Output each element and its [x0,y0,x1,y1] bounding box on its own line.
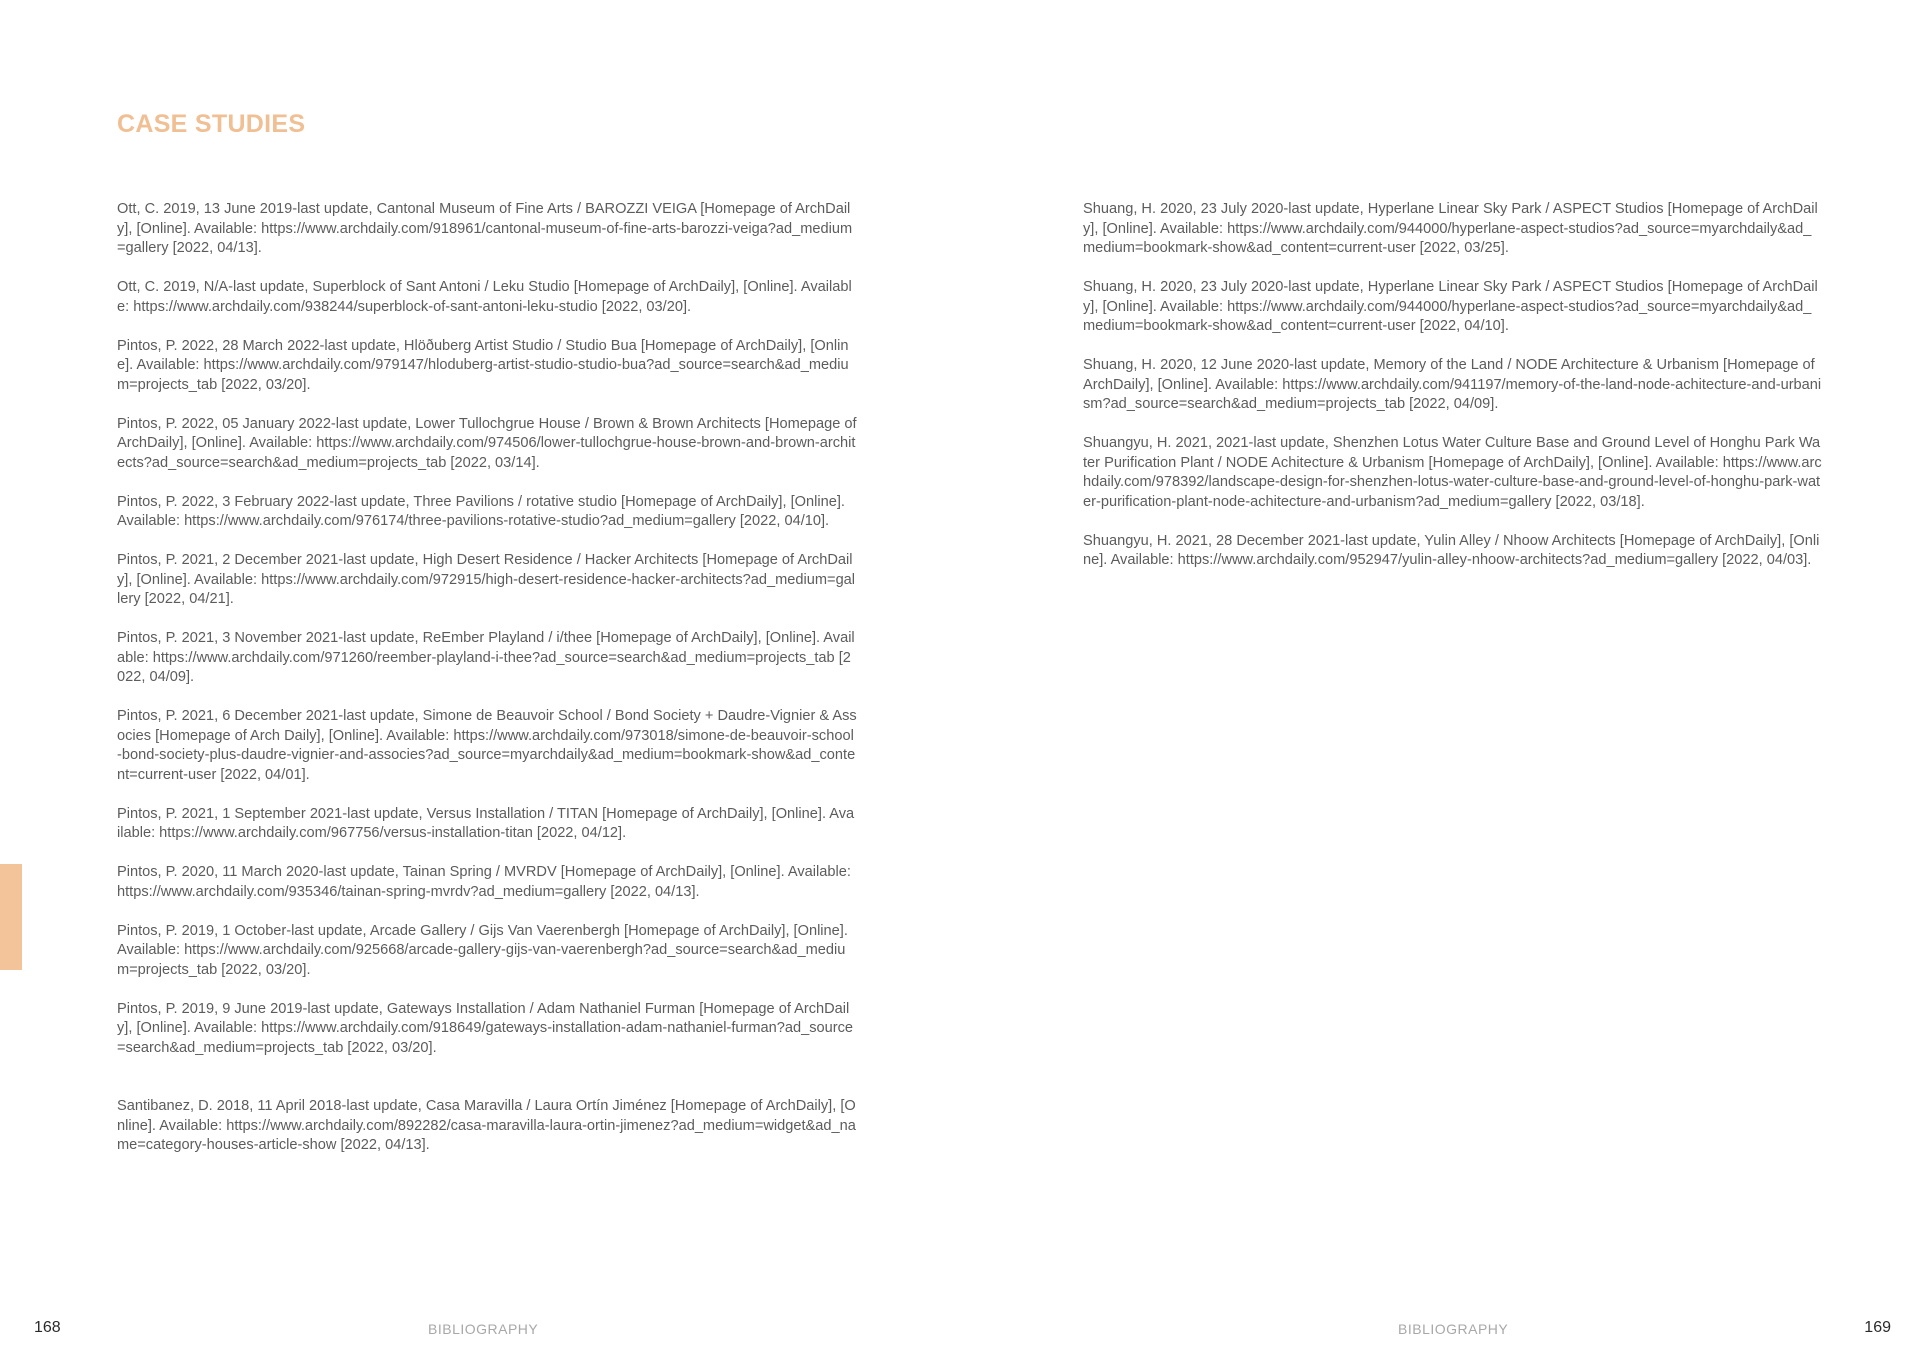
right-reference-list [1083,200,1823,590]
reference-entry: Pintos, P. 2022, 3 February 2022-last update, Three Pavilions / rotative studio [Homepage of ArchDaily], [Online]. Available: https://www.archdaily.com/976174/three-pavilions-rotative-studio?ad_medium=gallery [2022, 04/10]. [117,493,845,529]
page-number-left: 168 [34,1319,61,1336]
reference-entry: Pintos, P. 2022, 05 January 2022-last update, Lower Tullochgrue House / Brown & Brown Architects [Homepage of ArchDaily], [Online]. Available: https://www.archdaily.com/974506/lower-tullochgrue-house-brown-and-brown-architects?ad_source=search&ad_medium=projects_tab [2022, 03/14]. [117,415,857,471]
section-color-tab [0,864,22,970]
reference-entry: Shuangyu, H. 2021, 2021-last update, Shenzhen Lotus Water Culture Base and Ground Level of Honghu Park Water Purification Plant / NODE Achitecture & Urbanism [Homepage of ArchDaily], [Online]. Available: https://www.archdaily.com/978392/landscape-design-for-shenzhen-lotus-water-culture-base-and-ground-level-of-honghu-park-water-purification-plant-node-achitecture-and-urbanism?ad_medium=gallery [2022, 03/18]. [1083,435,1822,510]
reference-entry: Pintos, P. 2020, 11 March 2020-last update, Tainan Spring / MVRDV [Homepage of ArchDaily], [Online]. Available: https://www.archdaily.com/935346/tainan-spring-mvrdv?ad_medium=gallery [2022, 04/13]. [117,864,851,900]
reference-entry: Pintos, P. 2021, 6 December 2021-last update, Simone de Beauvoir School / Bond Society + Daudre-Vignier & Associes [Homepage of Arch Daily], [Online]. Available: https://www.archdaily.com/973018/simone-de-beauvoir-school-bond-society-plus-daudre-vignier-and-associes?ad_source=myarchdaily&ad_medium=bookmark-show&ad_content=current-user [2022, 04/01]. [117,708,857,783]
running-head-left: BIBLIOGRAPHY [428,1321,539,1337]
reference-entry: Shuang, H. 2020, 12 June 2020-last update, Memory of the Land / NODE Architecture & Urbanism [Homepage of ArchDaily], [Online]. Available: https://www.archdaily.com/941197/memory-of-the-land-node-achitecture-and-urbanism?ad_source=search&ad_medium=projects_tab [2022, 04/09]. [1083,357,1822,412]
reference-entry: Pintos, P. 2019, 1 October-last update, Arcade Gallery / Gijs Van Vaerenbergh [Homepage of ArchDaily], [Online]. Available: https://www.archdaily.com/925668/arcade-gallery-gijs-van-vaerenbergh?ad_source=search&ad_medium=projects_tab [2022, 03/20]. [117,922,848,978]
page-number-right: 169 [1864,1319,1891,1336]
reference-entry: Shuang, H. 2020, 23 July 2020-last update, Hyperlane Linear Sky Park / ASPECT Studios [Homepage of ArchDaily], [Online]. Available: https://www.archdaily.com/944000/hyperlane-aspect-studios?ad_source=myarchdaily&ad_medium=bookmark-show&ad_content=current-user [2022, 03/25]. [1083,201,1818,256]
section-title: CASE STUDIES [117,110,306,138]
reference-entry: Ott, C. 2019, N/A-last update, Superblock of Sant Antoni / Leku Studio [Homepage of ArchDaily], [Online]. Available: https://www.archdaily.com/938244/superblock-of-sant-antoni-leku-studio [2022, 03/20]. [117,279,852,315]
reference-entry: Shuangyu, H. 2021, 28 December 2021-last update, Yulin Alley / Nhoow Architects [Homepage of ArchDaily], [Online]. Available: https://www.archdaily.com/952947/yulin-alley-nhoow-architects?ad_medium=gallery [2022, 04/03]. [1083,532,1820,568]
left-reference-list [117,200,857,1175]
right-page [960,0,1920,1358]
running-head-right: BIBLIOGRAPHY [1398,1321,1509,1337]
reference-entry: Pintos, P. 2021, 1 September 2021-last update, Versus Installation / TITAN [Homepage of ArchDaily], [Online]. Available: https://www.archdaily.com/967756/versus-installation-titan [2022, 04/12]. [117,805,855,841]
reference-entry: Ott, C. 2019, 13 June 2019-last update, Cantonal Museum of Fine Arts / BAROZZI VEIGA [Homepage of ArchDaily], [Online]. Available: https://www.archdaily.com/918961/cantonal-museum-of-fine-arts-barozzi-veiga?ad_medium=gallery [2022, 04/13]. [117,201,853,256]
reference-entry: Shuang, H. 2020, 23 July 2020-last update, Hyperlane Linear Sky Park / ASPECT Studios [Homepage of ArchDaily], [Online]. Available: https://www.archdaily.com/944000/hyperlane-aspect-studios?ad_source=myarchdaily&ad_medium=bookmark-show&ad_content=current-user [2022, 04/10]. [1083,279,1818,334]
reference-entry: Pintos, P. 2021, 2 December 2021-last update, High Desert Residence / Hacker Architects [Homepage of ArchDaily], [Online]. Available: https://www.archdaily.com/972915/high-desert-residence-hacker-architects?ad_medium=gallery [2022, 04/21]. [117,552,856,607]
reference-entry: Santibanez, D. 2018, 11 April 2018-last update, Casa Maravilla / Laura Ortín Jiménez [Homepage of ArchDaily], [Online]. Available: https://www.archdaily.com/892282/casa-maravilla-laura-ortin-jimenez?ad_medium=widget&ad_name=category-houses-article-show [2022, 04/13]. [117,1098,856,1153]
reference-entry: Pintos, P. 2021, 3 November 2021-last update, ReEmber Playland / i/thee [Homepage of ArchDaily], [Online]. Available: https://www.archdaily.com/971260/reember-playland-i-thee?ad_source=search&ad_medium=projects_tab [2022, 04/09]. [117,630,855,685]
reference-entry: Pintos, P. 2019, 9 June 2019-last update, Gateways Installation / Adam Nathaniel Furman [Homepage of ArchDaily], [Online]. Available: https://www.archdaily.com/918649/gateways-installation-adam-nathaniel-furman?ad_source=search&ad_medium=projects_tab [2022, 03/20]. [117,1000,854,1056]
reference-entry: Pintos, P. 2022, 28 March 2022-last update, Hlöðuberg Artist Studio / Studio Bua [Homepage of ArchDaily], [Online]. Available: https://www.archdaily.com/979147/hloduberg-artist-studio-studio-bua?ad_source=search&ad_medium=projects_tab [2022, 03/20]. [117,337,849,393]
